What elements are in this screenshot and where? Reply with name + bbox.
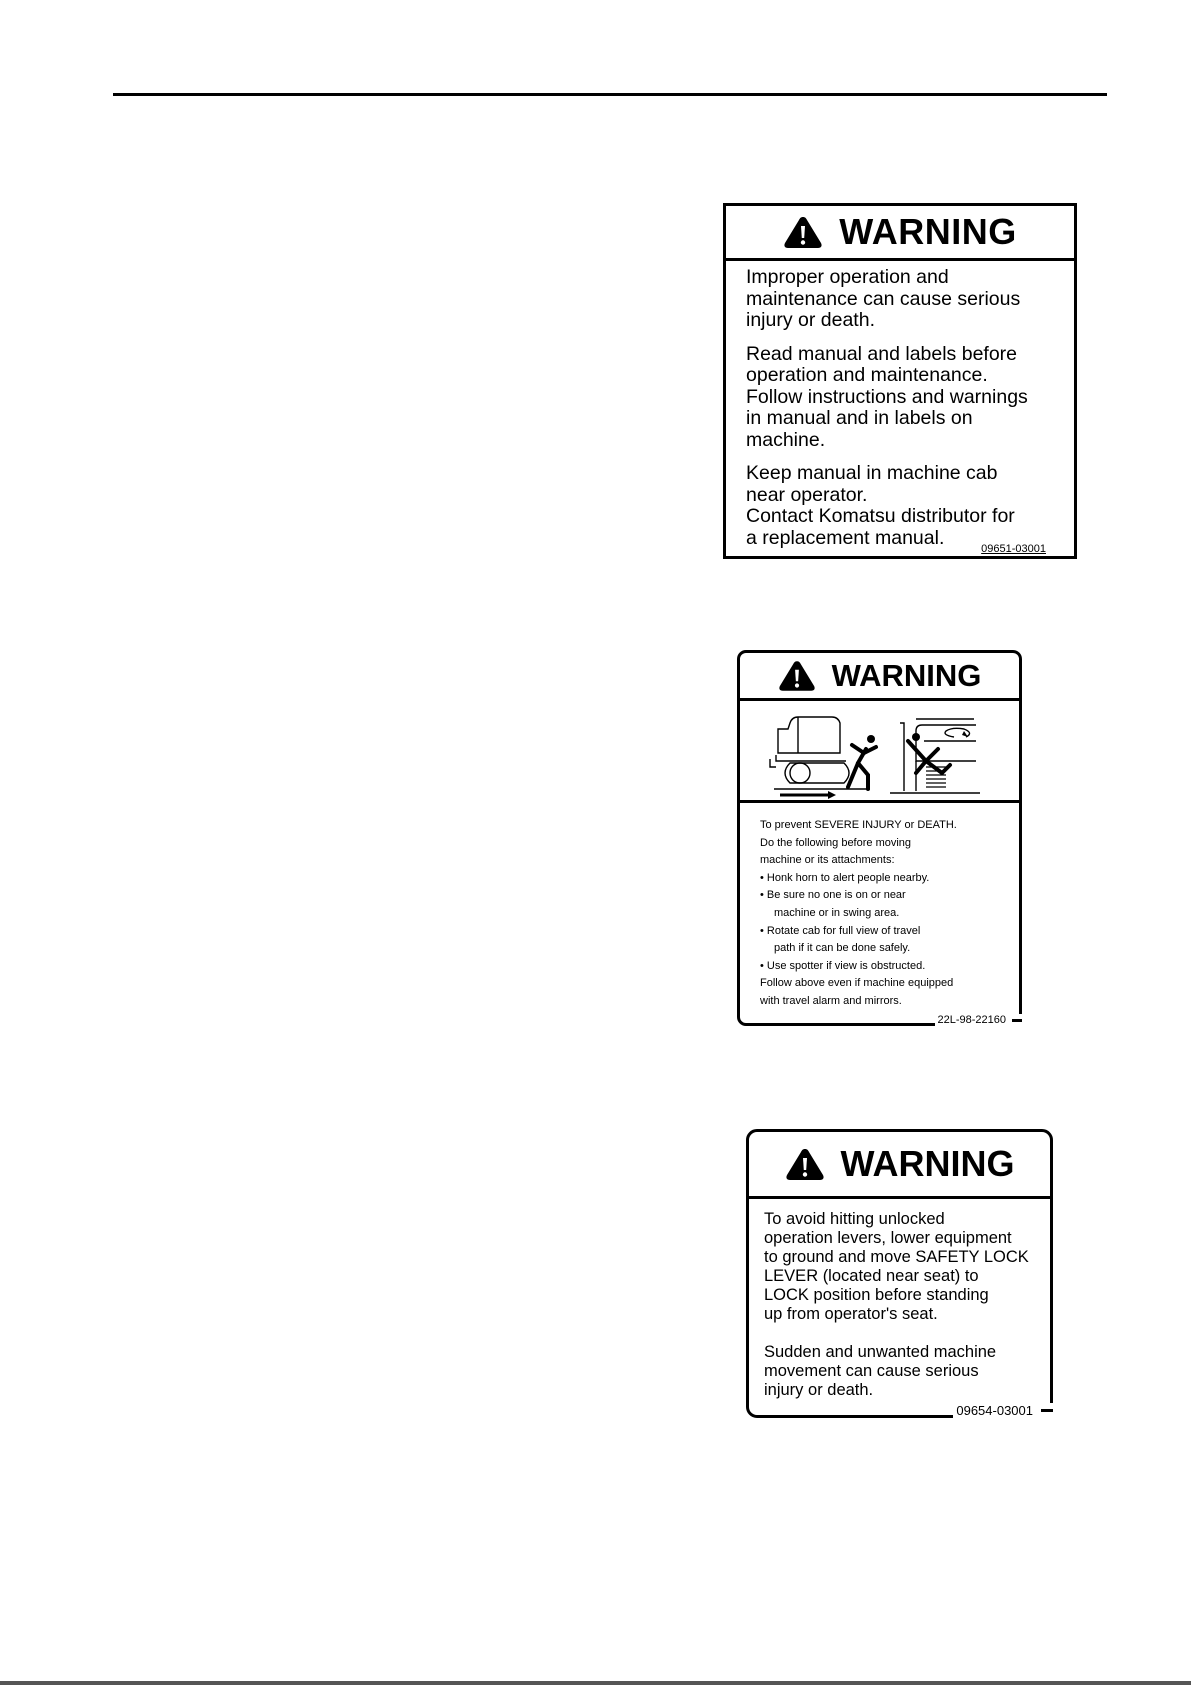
warning-label-header — [740, 653, 1019, 701]
warning-title: WARNING — [839, 211, 1017, 252]
warning-title: WARNING — [831, 657, 982, 693]
warning-line: To prevent SEVERE INJURY or DEATH. — [760, 819, 957, 831]
warning-label-header — [749, 1132, 1050, 1199]
warning-line: Follow above even if machine equipped — [760, 977, 954, 990]
label-part-number — [979, 543, 1048, 555]
warning-triangle-icon — [778, 659, 816, 692]
crush-hazard-pictogram — [740, 701, 1019, 800]
label-part-number — [953, 1403, 1053, 1418]
footer-rule — [0, 1681, 1191, 1685]
warning-bullet: • Use spotter if view is obstructed. — [760, 959, 926, 972]
warning-bullet-continuation: path if it can be done safely. — [774, 942, 911, 955]
warning-bullet: • Rotate cab for full view of travel — [760, 924, 921, 937]
warning-label-manual — [723, 203, 1077, 559]
warning-label-body — [749, 1199, 1050, 1400]
warning-triangle-icon — [785, 1147, 825, 1181]
warning-paragraph: Improper operation and maintenance can cause serious injury or death. — [746, 266, 1021, 331]
warning-label-body — [726, 261, 1074, 549]
hazard-illustration — [740, 701, 1019, 803]
warning-paragraph: Sudden and unwanted machine movement can cause serious injury or death. — [764, 1343, 997, 1399]
part-number-text: 09651-03001 — [981, 543, 1046, 555]
warning-line: machine or its attachments: — [760, 854, 895, 867]
warning-bullet: • Honk horn to alert people nearby. — [760, 871, 930, 884]
warning-line: Do the following before moving — [760, 836, 912, 849]
warning-paragraph: To avoid hitting unlocked operation levers, lower equipment to ground and move SAFETY LOCK LEVER (located near seat) to LOCK position before standing up from operator's seat. — [764, 1210, 1029, 1323]
warning-triangle-icon — [783, 215, 823, 249]
warning-title: WARNING — [840, 1143, 1015, 1184]
warning-label-header — [726, 206, 1074, 261]
warning-label-safety-lock — [746, 1129, 1053, 1418]
warning-bullet: • Be sure no one is on or near — [760, 889, 906, 902]
part-number-text: 22L-98-22160 — [937, 1014, 1006, 1026]
header-rule — [113, 93, 1107, 96]
warning-bullet-continuation: machine or in swing area. — [774, 906, 900, 919]
part-number-leader — [1041, 1409, 1053, 1412]
warning-paragraph: Keep manual in machine cab near operator. Contact Komatsu distributor for a replacement manual. — [746, 462, 1015, 549]
part-number-leader — [1012, 1019, 1022, 1022]
label-part-number — [935, 1014, 1022, 1026]
warning-label-body — [740, 803, 1019, 1011]
warning-label-travel — [737, 650, 1022, 1026]
warning-paragraph: Read manual and labels before operation and maintenance. Follow instructions and warnings in manual and in labels on machine. — [746, 342, 1028, 451]
warning-line: with travel alarm and mirrors. — [760, 994, 902, 1007]
part-number-text: 09654-03001 — [956, 1403, 1033, 1418]
